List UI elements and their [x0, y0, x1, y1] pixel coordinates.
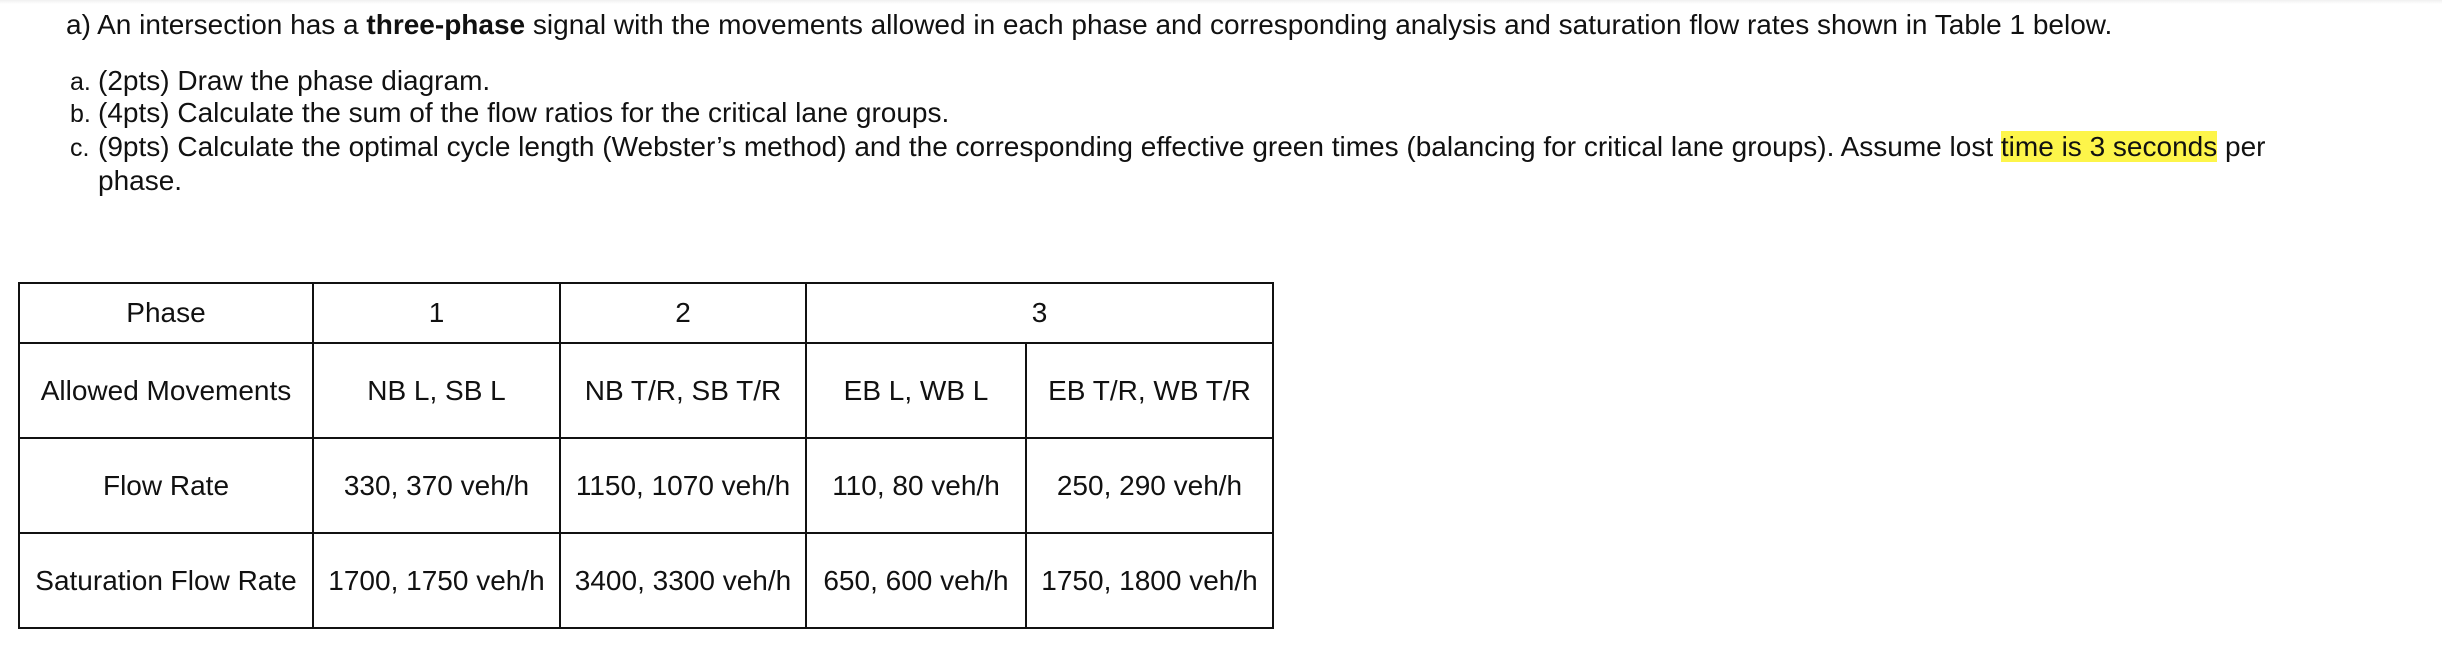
- table-cell: NB L, SB L: [313, 343, 560, 438]
- part-b: [70, 96, 949, 131]
- problem-intro: [66, 8, 2112, 42]
- table-row-phase: [19, 283, 1273, 343]
- part-c-continuation: phase.: [98, 165, 183, 196]
- table-cell: NB T/R, SB T/R: [560, 343, 806, 438]
- table-row-allowed-movements: [19, 343, 1273, 438]
- part-c-text-end: per: [2217, 131, 2266, 162]
- row-label: Allowed Movements: [19, 343, 313, 438]
- table-cell: 1750, 1800 veh/h: [1026, 533, 1273, 628]
- table-cell: 1700, 1750 veh/h: [313, 533, 560, 628]
- part-c-marker: c.: [70, 134, 90, 162]
- highlighted-text: time is 3 seconds: [2000, 131, 2218, 162]
- table-row-flow-rate: [19, 438, 1273, 533]
- table-cell: EB L, WB L: [806, 343, 1026, 438]
- part-a-text: (2pts) Draw the phase diagram.: [98, 65, 491, 96]
- row-label: Flow Rate: [19, 438, 313, 533]
- part-c: [70, 130, 2265, 165]
- table-cell: 250, 290 veh/h: [1026, 438, 1273, 533]
- table-row-saturation-flow-rate: [19, 533, 1273, 628]
- table-cell: 650, 600 veh/h: [806, 533, 1026, 628]
- phase-header-label: Phase: [19, 283, 313, 343]
- part-a-marker: a.: [70, 68, 91, 96]
- intro-text-end: signal with the movements allowed in each phase and corresponding analysis and saturation flow rates shown in Table 1 below.: [525, 9, 2113, 40]
- part-b-marker: b.: [70, 100, 91, 128]
- phase-3-header: 3: [806, 283, 1273, 343]
- part-a: [70, 64, 490, 99]
- table-cell: 330, 370 veh/h: [313, 438, 560, 533]
- table-cell: 3400, 3300 veh/h: [560, 533, 806, 628]
- phase-2-header: 2: [560, 283, 806, 343]
- table-cell: EB T/R, WB T/R: [1026, 343, 1273, 438]
- intro-text-start: a) An intersection has a: [66, 9, 367, 40]
- top-edge-shadow: [0, 0, 2442, 4]
- phase-table: [18, 282, 1274, 629]
- row-label: Saturation Flow Rate: [19, 533, 313, 628]
- table-cell: 110, 80 veh/h: [806, 438, 1026, 533]
- part-c-text: (9pts) Calculate the optimal cycle length (Webster’s method) and the corresponding effective green times (balancing for critical lane groups). Assume lost: [98, 131, 2001, 162]
- table-cell: 1150, 1070 veh/h: [560, 438, 806, 533]
- phase-1-header: 1: [313, 283, 560, 343]
- intro-bold-term: three-phase: [366, 9, 526, 40]
- part-b-text: (4pts) Calculate the sum of the flow ratios for the critical lane groups.: [98, 97, 950, 128]
